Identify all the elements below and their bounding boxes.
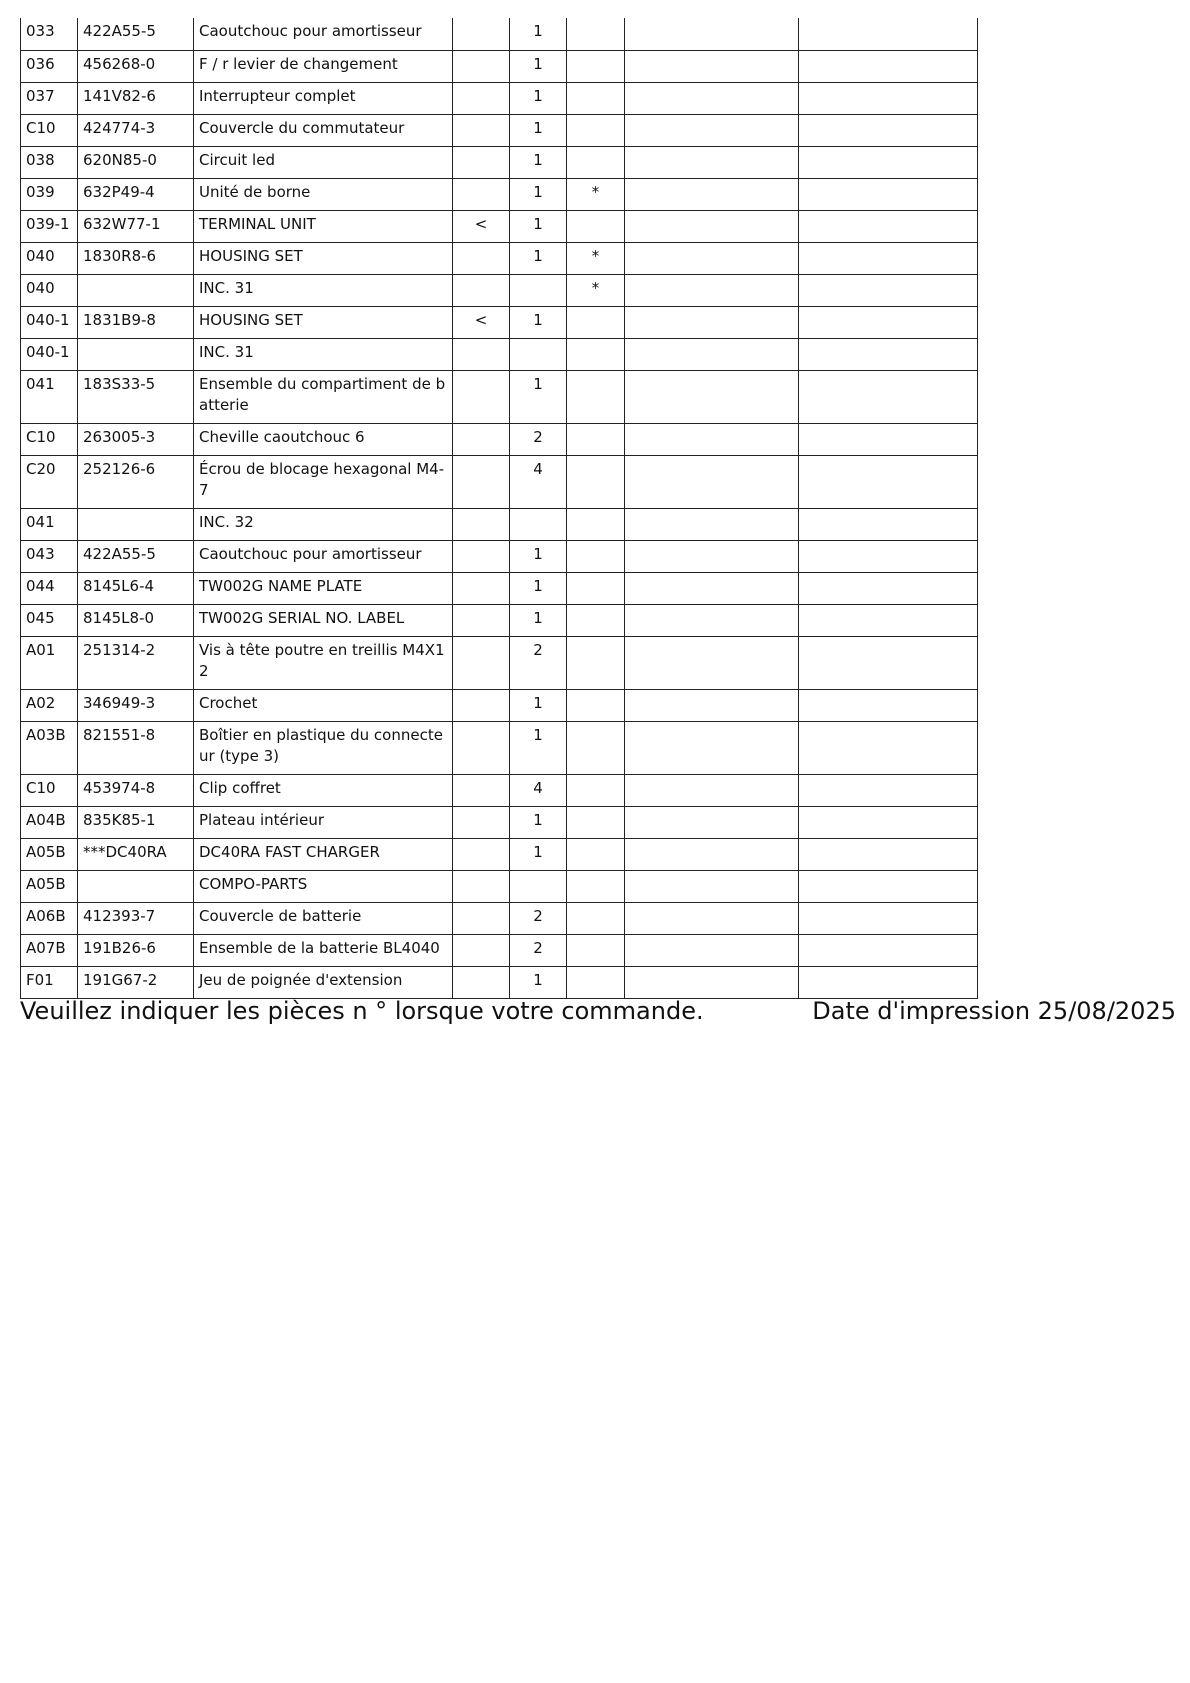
- blank-cell: [799, 82, 978, 114]
- mark-cell: <: [453, 210, 510, 242]
- quantity-cell: 1: [510, 18, 567, 50]
- table-row: [21, 934, 978, 966]
- note-cell: [567, 966, 625, 998]
- blank-cell: [799, 604, 978, 636]
- description-cell: TW002G SERIAL NO. LABEL: [194, 604, 453, 636]
- blank-cell: [625, 838, 799, 870]
- mark-cell: [453, 508, 510, 540]
- table-row: [21, 689, 978, 721]
- quantity-cell: 1: [510, 114, 567, 146]
- blank-cell: [625, 50, 799, 82]
- ref-cell: 043: [21, 540, 78, 572]
- blank-cell: [799, 210, 978, 242]
- note-cell: [567, 146, 625, 178]
- blank-cell: [625, 604, 799, 636]
- table-row: [21, 572, 978, 604]
- mark-cell: [453, 636, 510, 689]
- quantity-cell: 1: [510, 689, 567, 721]
- blank-cell: [625, 178, 799, 210]
- blank-cell: [625, 902, 799, 934]
- blank-cell: [625, 370, 799, 423]
- note-cell: [567, 423, 625, 455]
- table-row: [21, 838, 978, 870]
- note-cell: [567, 82, 625, 114]
- table-row: [21, 540, 978, 572]
- parts-table-body: [21, 18, 978, 998]
- mark-cell: [453, 274, 510, 306]
- mark-cell: [453, 178, 510, 210]
- note-cell: [567, 370, 625, 423]
- blank-cell: [625, 689, 799, 721]
- blank-cell: [625, 210, 799, 242]
- blank-cell: [799, 902, 978, 934]
- blank-cell: [799, 114, 978, 146]
- quantity-cell: [510, 338, 567, 370]
- table-row: [21, 806, 978, 838]
- ref-cell: 044: [21, 572, 78, 604]
- ref-cell: 037: [21, 82, 78, 114]
- part-number-cell: 252126-6: [78, 455, 194, 508]
- note-cell: [567, 604, 625, 636]
- mark-cell: [453, 82, 510, 114]
- blank-cell: [799, 508, 978, 540]
- part-number-cell: 632P49-4: [78, 178, 194, 210]
- quantity-cell: [510, 870, 567, 902]
- note-cell: [567, 774, 625, 806]
- note-cell: [567, 455, 625, 508]
- table-row: [21, 423, 978, 455]
- note-cell: [567, 50, 625, 82]
- part-number-cell: 424774-3: [78, 114, 194, 146]
- blank-cell: [799, 838, 978, 870]
- blank-cell: [799, 423, 978, 455]
- quantity-cell: 2: [510, 636, 567, 689]
- blank-cell: [625, 114, 799, 146]
- ref-cell: A07B: [21, 934, 78, 966]
- part-number-cell: 183S33-5: [78, 370, 194, 423]
- ref-cell: 039-1: [21, 210, 78, 242]
- description-cell: Boîtier en plastique du connecte ur (type 3): [194, 721, 453, 774]
- note-cell: [567, 338, 625, 370]
- part-number-cell: 456268-0: [78, 50, 194, 82]
- blank-cell: [799, 242, 978, 274]
- note-cell: [567, 306, 625, 338]
- part-number-cell: 422A55-5: [78, 18, 194, 50]
- part-number-cell: [78, 338, 194, 370]
- blank-cell: [625, 18, 799, 50]
- ref-cell: 039: [21, 178, 78, 210]
- table-row: [21, 114, 978, 146]
- description-cell: Interrupteur complet: [194, 82, 453, 114]
- description-cell: DC40RA FAST CHARGER: [194, 838, 453, 870]
- part-number-cell: [78, 274, 194, 306]
- ref-cell: A05B: [21, 838, 78, 870]
- note-cell: [567, 508, 625, 540]
- blank-cell: [625, 966, 799, 998]
- quantity-cell: 1: [510, 806, 567, 838]
- ref-cell: 033: [21, 18, 78, 50]
- quantity-cell: 4: [510, 455, 567, 508]
- table-row: [21, 178, 978, 210]
- note-cell: [567, 114, 625, 146]
- mark-cell: [453, 902, 510, 934]
- ref-cell: 041: [21, 370, 78, 423]
- description-cell: Caoutchouc pour amortisseur: [194, 18, 453, 50]
- part-number-cell: 453974-8: [78, 774, 194, 806]
- mark-cell: [453, 572, 510, 604]
- note-cell: [567, 689, 625, 721]
- mark-cell: [453, 721, 510, 774]
- ref-cell: C10: [21, 423, 78, 455]
- blank-cell: [799, 572, 978, 604]
- description-cell: F / r levier de changement: [194, 50, 453, 82]
- part-number-cell: 346949-3: [78, 689, 194, 721]
- ref-cell: F01: [21, 966, 78, 998]
- part-number-cell: 141V82-6: [78, 82, 194, 114]
- description-cell: Circuit led: [194, 146, 453, 178]
- ref-cell: 041: [21, 508, 78, 540]
- description-cell: Ensemble de la batterie BL4040: [194, 934, 453, 966]
- part-number-cell: 412393-7: [78, 902, 194, 934]
- description-cell: Couvercle de batterie: [194, 902, 453, 934]
- blank-cell: [799, 338, 978, 370]
- blank-cell: [799, 370, 978, 423]
- quantity-cell: 1: [510, 306, 567, 338]
- blank-cell: [799, 50, 978, 82]
- part-number-cell: 620N85-0: [78, 146, 194, 178]
- description-cell: INC. 32: [194, 508, 453, 540]
- note-cell: [567, 636, 625, 689]
- blank-cell: [799, 966, 978, 998]
- mark-cell: [453, 689, 510, 721]
- blank-cell: [799, 689, 978, 721]
- quantity-cell: 1: [510, 604, 567, 636]
- note-cell: [567, 838, 625, 870]
- blank-cell: [799, 18, 978, 50]
- blank-cell: [799, 146, 978, 178]
- table-row: [21, 604, 978, 636]
- note-cell: [567, 902, 625, 934]
- ref-cell: A01: [21, 636, 78, 689]
- blank-cell: [625, 774, 799, 806]
- blank-cell: [625, 572, 799, 604]
- part-number-cell: [78, 870, 194, 902]
- quantity-cell: 2: [510, 902, 567, 934]
- table-row: [21, 146, 978, 178]
- mark-cell: [453, 838, 510, 870]
- quantity-cell: [510, 508, 567, 540]
- quantity-cell: [510, 274, 567, 306]
- table-row: [21, 306, 978, 338]
- blank-cell: [799, 934, 978, 966]
- mark-cell: [453, 146, 510, 178]
- note-cell: *: [567, 178, 625, 210]
- parts-table: [20, 18, 978, 999]
- ref-cell: 036: [21, 50, 78, 82]
- part-number-cell: 263005-3: [78, 423, 194, 455]
- mark-cell: [453, 870, 510, 902]
- quantity-cell: 1: [510, 82, 567, 114]
- quantity-cell: 1: [510, 178, 567, 210]
- blank-cell: [625, 423, 799, 455]
- blank-cell: [625, 934, 799, 966]
- table-row: [21, 274, 978, 306]
- table-row: [21, 721, 978, 774]
- mark-cell: [453, 966, 510, 998]
- part-number-cell: 835K85-1: [78, 806, 194, 838]
- description-cell: Plateau intérieur: [194, 806, 453, 838]
- blank-cell: [625, 508, 799, 540]
- quantity-cell: 1: [510, 210, 567, 242]
- mark-cell: [453, 242, 510, 274]
- table-row: [21, 966, 978, 998]
- note-cell: [567, 934, 625, 966]
- ref-cell: 038: [21, 146, 78, 178]
- quantity-cell: 4: [510, 774, 567, 806]
- table-row: [21, 774, 978, 806]
- ref-cell: A02: [21, 689, 78, 721]
- table-row: [21, 455, 978, 508]
- print-date: Date d'impression 25/08/2025: [812, 997, 1176, 1025]
- mark-cell: <: [453, 306, 510, 338]
- blank-cell: [799, 540, 978, 572]
- quantity-cell: 1: [510, 370, 567, 423]
- note-cell: [567, 540, 625, 572]
- blank-cell: [799, 306, 978, 338]
- table-row: [21, 50, 978, 82]
- description-cell: Cheville caoutchouc 6: [194, 423, 453, 455]
- quantity-cell: 2: [510, 423, 567, 455]
- blank-cell: [625, 274, 799, 306]
- note-cell: [567, 18, 625, 50]
- mark-cell: [453, 604, 510, 636]
- description-cell: Ensemble du compartiment de b atterie: [194, 370, 453, 423]
- blank-cell: [625, 636, 799, 689]
- table-row: [21, 18, 978, 50]
- description-cell: TW002G NAME PLATE: [194, 572, 453, 604]
- order-instruction-note: Veuillez indiquer les pièces n ° lorsque votre commande.: [20, 997, 704, 1025]
- blank-cell: [799, 178, 978, 210]
- part-number-cell: 821551-8: [78, 721, 194, 774]
- part-number-cell: [78, 508, 194, 540]
- blank-cell: [625, 338, 799, 370]
- blank-cell: [625, 82, 799, 114]
- blank-cell: [799, 870, 978, 902]
- blank-cell: [799, 455, 978, 508]
- table-row: [21, 82, 978, 114]
- ref-cell: 045: [21, 604, 78, 636]
- blank-cell: [799, 274, 978, 306]
- note-cell: [567, 806, 625, 838]
- quantity-cell: 1: [510, 540, 567, 572]
- description-cell: Jeu de poignée d'extension: [194, 966, 453, 998]
- ref-cell: C20: [21, 455, 78, 508]
- table-row: [21, 242, 978, 274]
- part-number-cell: 191B26-6: [78, 934, 194, 966]
- note-cell: *: [567, 274, 625, 306]
- part-number-cell: 1831B9-8: [78, 306, 194, 338]
- mark-cell: [453, 540, 510, 572]
- mark-cell: [453, 370, 510, 423]
- quantity-cell: 2: [510, 934, 567, 966]
- table-row: [21, 902, 978, 934]
- part-number-cell: 191G67-2: [78, 966, 194, 998]
- ref-cell: A03B: [21, 721, 78, 774]
- description-cell: Crochet: [194, 689, 453, 721]
- ref-cell: A04B: [21, 806, 78, 838]
- ref-cell: A05B: [21, 870, 78, 902]
- note-cell: [567, 870, 625, 902]
- blank-cell: [799, 774, 978, 806]
- blank-cell: [799, 806, 978, 838]
- blank-cell: [625, 306, 799, 338]
- mark-cell: [453, 455, 510, 508]
- mark-cell: [453, 423, 510, 455]
- table-row: [21, 508, 978, 540]
- note-cell: [567, 572, 625, 604]
- ref-cell: 040-1: [21, 338, 78, 370]
- part-number-cell: 8145L6-4: [78, 572, 194, 604]
- description-cell: COMPO-PARTS: [194, 870, 453, 902]
- ref-cell: C10: [21, 114, 78, 146]
- mark-cell: [453, 806, 510, 838]
- ref-cell: 040: [21, 242, 78, 274]
- description-cell: INC. 31: [194, 274, 453, 306]
- description-cell: Couvercle du commutateur: [194, 114, 453, 146]
- description-cell: HOUSING SET: [194, 306, 453, 338]
- mark-cell: [453, 934, 510, 966]
- blank-cell: [625, 146, 799, 178]
- quantity-cell: 1: [510, 838, 567, 870]
- table-row: [21, 636, 978, 689]
- quantity-cell: 1: [510, 146, 567, 178]
- quantity-cell: 1: [510, 572, 567, 604]
- part-number-cell: 8145L8-0: [78, 604, 194, 636]
- quantity-cell: 1: [510, 721, 567, 774]
- mark-cell: [453, 338, 510, 370]
- blank-cell: [625, 806, 799, 838]
- ref-cell: 040-1: [21, 306, 78, 338]
- blank-cell: [625, 242, 799, 274]
- part-number-cell: 1830R8-6: [78, 242, 194, 274]
- description-cell: Clip coffret: [194, 774, 453, 806]
- blank-cell: [625, 721, 799, 774]
- part-number-cell: 422A55-5: [78, 540, 194, 572]
- mark-cell: [453, 18, 510, 50]
- quantity-cell: 1: [510, 50, 567, 82]
- blank-cell: [799, 721, 978, 774]
- table-row: [21, 210, 978, 242]
- description-cell: INC. 31: [194, 338, 453, 370]
- description-cell: TERMINAL UNIT: [194, 210, 453, 242]
- blank-cell: [625, 870, 799, 902]
- quantity-cell: 1: [510, 242, 567, 274]
- table-row: [21, 370, 978, 423]
- note-cell: [567, 721, 625, 774]
- mark-cell: [453, 114, 510, 146]
- table-row: [21, 870, 978, 902]
- note-cell: *: [567, 242, 625, 274]
- table-row: [21, 338, 978, 370]
- description-cell: Caoutchouc pour amortisseur: [194, 540, 453, 572]
- blank-cell: [799, 636, 978, 689]
- description-cell: Unité de borne: [194, 178, 453, 210]
- part-number-cell: ***DC40RA: [78, 838, 194, 870]
- mark-cell: [453, 50, 510, 82]
- blank-cell: [625, 455, 799, 508]
- ref-cell: C10: [21, 774, 78, 806]
- ref-cell: 040: [21, 274, 78, 306]
- description-cell: HOUSING SET: [194, 242, 453, 274]
- ref-cell: A06B: [21, 902, 78, 934]
- note-cell: [567, 210, 625, 242]
- blank-cell: [625, 540, 799, 572]
- part-number-cell: 251314-2: [78, 636, 194, 689]
- quantity-cell: 1: [510, 966, 567, 998]
- mark-cell: [453, 774, 510, 806]
- part-number-cell: 632W77-1: [78, 210, 194, 242]
- description-cell: Vis à tête poutre en treillis M4X1 2: [194, 636, 453, 689]
- description-cell: Écrou de blocage hexagonal M4- 7: [194, 455, 453, 508]
